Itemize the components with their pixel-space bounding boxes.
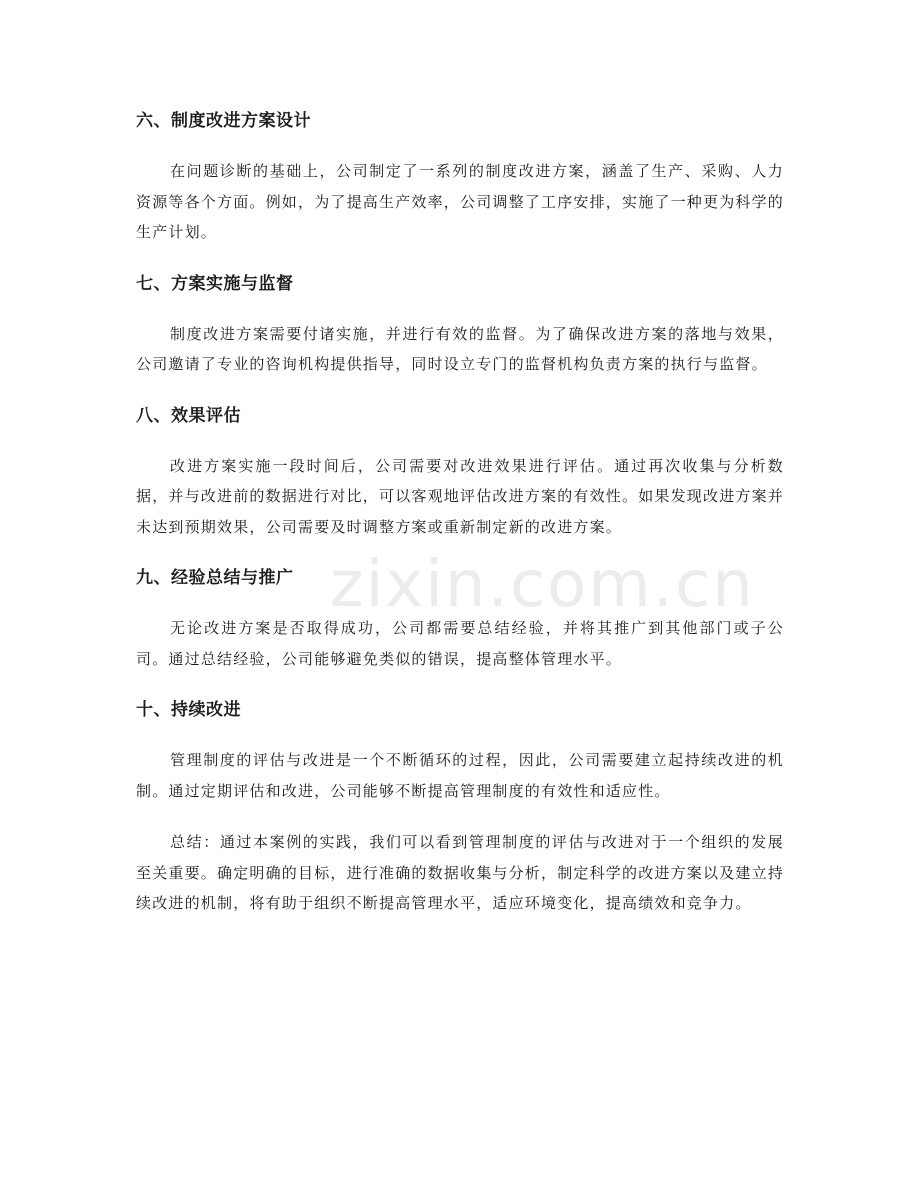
paragraph: 制度改进方案需要付诸实施，并进行有效的监督。为了确保改进方案的落地与效果，公司邀请了专业的咨询机构提供指导，同时设立专门的监督机构负责方案的执行与监督。 [136, 324, 784, 373]
paragraph: 改进方案实施一段时间后，公司需要对改进效果进行评估。通过再次收集与分析数据，并与改进前的数据进行对比，可以客观地评估改进方案的有效性。如果发现改进方案并未达到预期效果，公司需要及时调整方案或重新制定新的改进方案。 [136, 456, 785, 536]
summary-paragraph: 总结：通过本案例的实践，我们可以看到管理制度的评估与改进对于一个组织的发展至关重要。确定明确的目标，进行准确的数据收集与分析，制定科学的改进方案以及建立持续改进的机制，将有助于组织不断提高管理水平，适应环境变化，提高绩效和竞争力。 [136, 833, 785, 912]
section-heading: 六、制度改进方案设计 [136, 111, 311, 131]
paragraph: 无论改进方案是否取得成功，公司都需要总结经验，并将其推广到其他部门或子公司。通过总结经验，公司能够避免类似的错误，提高整体管理水平。 [136, 619, 784, 668]
watermark: zixin.com.cn [330, 548, 755, 622]
section-7 [136, 269, 784, 380]
section-heading: 九、经验总结与推广 [136, 568, 294, 588]
document-body [136, 106, 784, 940]
section-8 [136, 401, 784, 543]
paragraph: 在问题诊断的基础上，公司制定了一系列的制度改进方案，涵盖了生产、采购、人力资源等各个方面。例如，为了提高生产效率，公司调整了工序安排，实施了一种更为科学的生产计划。 [136, 162, 785, 241]
section-heading: 八、效果评估 [136, 405, 241, 426]
paragraph: 管理制度的评估与改进是一个不断循环的过程，因此，公司需要建立起持续改进的机制。通过定期评估和改进，公司能够不断提高管理制度的有效性和适应性。 [136, 751, 784, 800]
section-10 [136, 695, 784, 919]
section-heading: 十、持续改进 [136, 700, 241, 720]
section-6 [136, 106, 784, 248]
section-heading: 七、方案实施与监督 [136, 273, 294, 294]
section-9 [136, 563, 784, 674]
